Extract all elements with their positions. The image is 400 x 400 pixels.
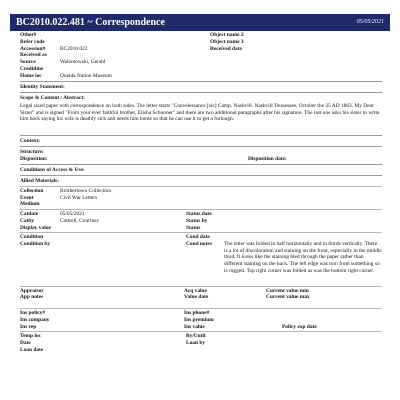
field-label: Date bbox=[20, 340, 31, 347]
collection-block bbox=[20, 188, 382, 208]
field-label: Catby bbox=[20, 217, 35, 224]
spacer bbox=[20, 275, 382, 285]
field-label: Source bbox=[20, 59, 36, 65]
field-label: Object name 3 bbox=[210, 38, 244, 45]
scope-text: Legal sized paper with correspondence on both sides. The letter starts "Convelessance [sic] Camp. Nashvill. Nashvill Tennessee, October the 25 AD 1863. My Dear Sister" and is signed "From your ever faithful brother, Elisha Schooner" and there are two additional paragraphs after his signature. The last one asks his sister to write him back saying his wife is deathly sick and needs him home so that he can use it to get a furlough. bbox=[20, 102, 380, 123]
field-label: Creditline bbox=[20, 65, 44, 72]
divider bbox=[20, 92, 382, 93]
field-value: Brothertown Collection bbox=[60, 187, 112, 194]
field-value bbox=[224, 333, 382, 340]
temp-left bbox=[20, 333, 186, 353]
catalog-block bbox=[20, 211, 382, 231]
field-value bbox=[60, 317, 184, 324]
field-status-by bbox=[186, 218, 382, 225]
field-ins-policy bbox=[20, 310, 184, 317]
cond-notes: The letter was folded in half horizontally and in thirds vertically. There is a lot of discoloration and staining on the front, especially in the middle third. It looks like the staining bled through the paper rather than different staining on the back. The left edge was torn from something so is rugged. Top right corner was folded as was the bottom right corner. bbox=[224, 240, 382, 274]
spacer bbox=[20, 301, 382, 307]
field-label: Ins premium bbox=[184, 316, 214, 323]
field-label: Condition bbox=[20, 234, 44, 241]
field-value bbox=[60, 347, 186, 354]
condition-left bbox=[20, 234, 186, 274]
record-header bbox=[10, 14, 390, 31]
field-label: Ins company bbox=[20, 316, 50, 323]
field-label: Home loc bbox=[20, 72, 42, 79]
field-received-as bbox=[20, 52, 210, 59]
divider bbox=[20, 331, 382, 332]
field-label: Display value bbox=[20, 224, 52, 231]
field-current-value-min bbox=[266, 288, 382, 295]
field-refer-code bbox=[20, 39, 210, 46]
field-event bbox=[20, 195, 382, 202]
spacer bbox=[20, 123, 382, 133]
field-label: Current value max bbox=[266, 294, 310, 301]
field-value bbox=[60, 324, 184, 331]
field-label: Ins rep bbox=[20, 323, 37, 330]
field-label: Other# bbox=[20, 32, 37, 38]
divider bbox=[20, 175, 382, 176]
divider bbox=[20, 146, 382, 147]
field-label: App notes bbox=[20, 294, 44, 301]
field-medium bbox=[20, 201, 382, 208]
field-home-loc bbox=[20, 73, 210, 80]
field-label: By/Until bbox=[186, 333, 206, 340]
field-ins-rep bbox=[20, 324, 184, 331]
field-by-until bbox=[186, 333, 382, 340]
field-label: Refer code bbox=[20, 38, 45, 45]
field-value: 05/05/2021 bbox=[60, 211, 85, 217]
field-value bbox=[60, 66, 210, 73]
field-label: Acq value bbox=[184, 287, 207, 294]
field-label: Catdate bbox=[20, 211, 39, 217]
field-object-name-2 bbox=[210, 32, 382, 39]
structure-title: Structure: bbox=[20, 148, 44, 155]
disposition-date-label: Disposition date: bbox=[248, 155, 287, 162]
field-accession bbox=[20, 46, 210, 53]
field-ins-company bbox=[20, 317, 184, 324]
field-value bbox=[60, 310, 184, 317]
field-catdate bbox=[20, 211, 186, 218]
field-value bbox=[60, 52, 210, 59]
field-label: Condition by bbox=[20, 241, 51, 247]
field-label: Event bbox=[20, 194, 34, 201]
field-value: Cottrell, Courtney bbox=[60, 217, 100, 224]
appraisal-col-3 bbox=[266, 288, 382, 302]
condition-right-labels bbox=[186, 234, 224, 274]
catalog-right bbox=[186, 211, 382, 231]
field-label: Loan by bbox=[186, 340, 206, 347]
field-label: Loan date bbox=[20, 346, 44, 353]
insurance-col-3 bbox=[266, 310, 382, 330]
field-label: Received as bbox=[20, 52, 47, 59]
top-right-fields bbox=[210, 32, 382, 79]
context-title: Context: bbox=[20, 137, 41, 144]
field-appraisor bbox=[20, 288, 184, 295]
field-value bbox=[60, 225, 186, 232]
top-left-fields bbox=[20, 32, 210, 79]
field-collection bbox=[20, 188, 382, 195]
field-loan-by bbox=[186, 340, 382, 347]
appraisal-col-2 bbox=[184, 288, 266, 302]
field-acq-value bbox=[184, 288, 266, 295]
insurance-col-1 bbox=[20, 310, 184, 330]
field-loan-date bbox=[20, 347, 186, 354]
field-value bbox=[250, 46, 382, 53]
field-value bbox=[60, 288, 184, 295]
identity-title: Identity Statement: bbox=[20, 83, 65, 90]
conditions-access-title: Conditions of Access & Use: bbox=[20, 166, 85, 173]
field-value-date bbox=[184, 294, 266, 301]
field-app-notes bbox=[20, 294, 184, 301]
divider bbox=[20, 135, 382, 136]
cond-notes-wrap bbox=[224, 234, 382, 274]
field-value bbox=[60, 333, 186, 340]
field-value bbox=[222, 288, 266, 295]
field-label: Status bbox=[186, 224, 201, 231]
field-value bbox=[222, 294, 266, 301]
divider bbox=[20, 308, 382, 309]
field-temp-loc bbox=[20, 333, 186, 340]
field-label: Status by bbox=[186, 217, 208, 224]
field-label: Accession# bbox=[20, 45, 46, 52]
field-condition bbox=[20, 234, 186, 241]
field-value bbox=[60, 234, 186, 241]
insurance-col-2 bbox=[184, 310, 266, 330]
divider bbox=[20, 232, 382, 233]
field-label: Object name 2 bbox=[210, 32, 244, 38]
field-label: Ins policy# bbox=[20, 310, 46, 317]
appraisal-block bbox=[20, 288, 382, 302]
field-value bbox=[60, 294, 184, 301]
disposition-label: Disposition: bbox=[20, 155, 48, 162]
field-value: BC2010.022 bbox=[60, 45, 88, 52]
field-status bbox=[186, 225, 382, 232]
record-title: BC2010.022.481 ~ Correspondence bbox=[16, 17, 165, 28]
field-catby bbox=[20, 218, 186, 225]
field-label: Appraisor bbox=[20, 287, 44, 294]
field-display-value bbox=[20, 225, 186, 232]
divider bbox=[20, 164, 382, 165]
field-value: Civil War Letters bbox=[60, 194, 98, 201]
field-source bbox=[20, 59, 210, 66]
cond-notes-label: Cond notes bbox=[186, 241, 212, 247]
temp-right bbox=[186, 333, 382, 353]
spacer bbox=[266, 310, 382, 324]
divider bbox=[20, 209, 382, 210]
field-value bbox=[306, 294, 382, 301]
field-value bbox=[226, 218, 382, 225]
field-received-date bbox=[210, 46, 382, 53]
top-fields bbox=[20, 32, 382, 79]
field-value bbox=[60, 241, 186, 248]
field-value bbox=[222, 310, 266, 317]
field-label: Status date bbox=[186, 211, 212, 217]
temp-block bbox=[20, 333, 382, 353]
field-value bbox=[306, 288, 382, 295]
field-value bbox=[222, 324, 266, 331]
field-date bbox=[20, 340, 186, 347]
field-ins-value bbox=[184, 324, 266, 331]
field-value bbox=[226, 211, 382, 218]
field-value bbox=[226, 225, 382, 232]
field-label: Policy exp date bbox=[282, 323, 317, 330]
field-label: Value date bbox=[184, 294, 209, 301]
field-condition-by bbox=[20, 241, 186, 248]
disposition-row bbox=[20, 156, 382, 163]
field-value bbox=[60, 201, 382, 208]
field-value bbox=[306, 324, 382, 331]
field-label: Temp loc bbox=[20, 333, 41, 340]
field-label: Current value min bbox=[266, 287, 309, 294]
field-other bbox=[20, 32, 210, 39]
field-value: Walentowski, Gerald bbox=[60, 59, 106, 65]
field-value bbox=[60, 340, 186, 347]
field-label: Received date bbox=[210, 45, 242, 52]
field-value bbox=[222, 317, 266, 324]
field-value bbox=[60, 39, 210, 46]
field-value bbox=[250, 32, 382, 39]
appraisal-col-1 bbox=[20, 288, 184, 302]
allied-title: Allied Materials: bbox=[20, 178, 60, 184]
field-value bbox=[224, 340, 382, 347]
field-status-date bbox=[186, 211, 382, 218]
scope-title: Scope & Content / Abstract: bbox=[20, 95, 85, 101]
field-label: Ins phone# bbox=[184, 310, 210, 317]
field-ins-phone bbox=[184, 310, 266, 317]
field-creditline bbox=[20, 66, 210, 73]
insurance-block bbox=[20, 310, 382, 330]
field-value: Oneida Nation Museum bbox=[60, 72, 112, 79]
divider bbox=[20, 286, 382, 287]
divider bbox=[20, 186, 382, 187]
field-object-name-3 bbox=[210, 39, 382, 46]
field-label: Collection bbox=[20, 187, 44, 194]
condition-block bbox=[20, 234, 382, 274]
divider bbox=[20, 81, 382, 82]
field-value bbox=[60, 32, 210, 39]
cond-date-label: Cond date bbox=[186, 234, 210, 241]
field-value bbox=[250, 39, 382, 46]
field-policy-exp-date bbox=[266, 324, 382, 331]
record-content bbox=[20, 32, 382, 354]
field-ins-premium bbox=[184, 317, 266, 324]
field-current-value-max bbox=[266, 294, 382, 301]
catalog-left bbox=[20, 211, 186, 231]
record-date: 05/05/2021 bbox=[356, 19, 384, 25]
field-label: Ins value bbox=[184, 323, 205, 330]
field-label: Medium bbox=[20, 201, 40, 208]
